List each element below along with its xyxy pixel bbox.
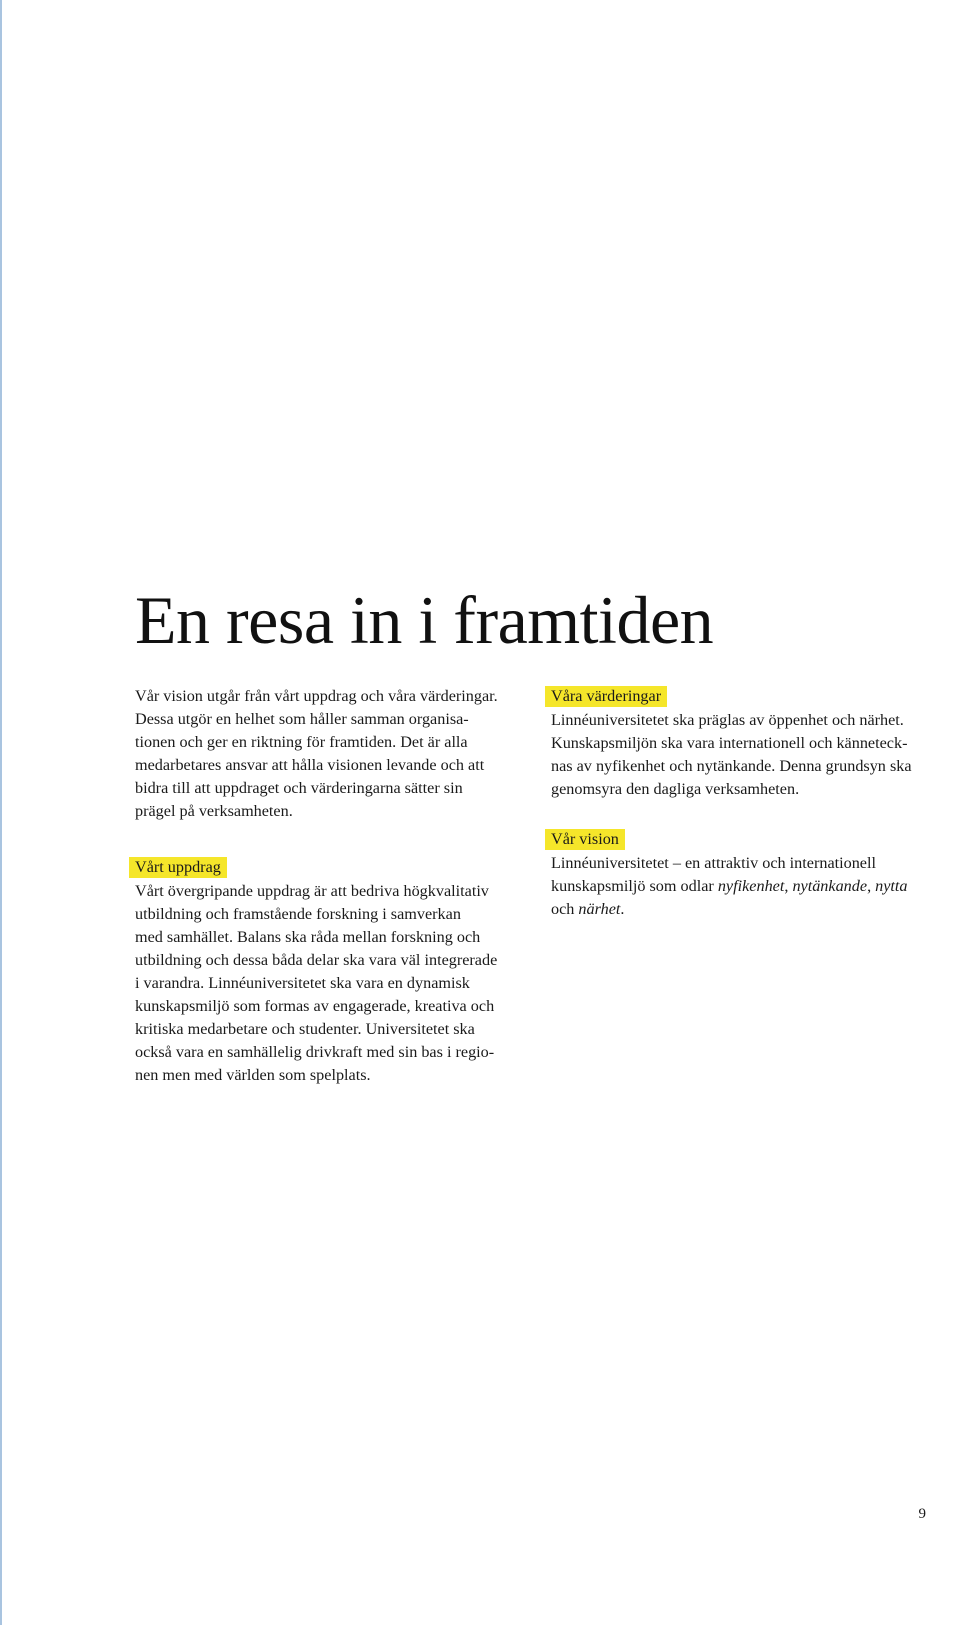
varderingar-section bbox=[551, 685, 936, 801]
varderingar-line: nas av nyfikenhet och nytänkande. Denna grundsyn ska bbox=[551, 757, 912, 775]
page-number: 9 bbox=[918, 1506, 926, 1522]
vision-section bbox=[551, 828, 936, 921]
varderingar-line: genomsyra den dagliga verksamheten. bbox=[551, 780, 800, 798]
vision-value-nytankande: nytänkande bbox=[792, 877, 868, 895]
uppdrag-heading: Vårt uppdrag bbox=[129, 857, 227, 878]
vision-value-nyfikenhet: nyfikenhet bbox=[717, 877, 785, 895]
left-column bbox=[135, 685, 515, 1087]
varderingar-line: Linnéuniversitetet ska präglas av öppenhet och närhet. bbox=[551, 711, 904, 729]
vision-line bbox=[551, 875, 936, 898]
uppdrag-line: utbildning och framstående forskning i samverkan bbox=[135, 905, 461, 923]
varderingar-line: Kunskapsmiljön ska vara internationell och känneteck- bbox=[551, 734, 908, 752]
intro-line: Vår vision utgår från vårt uppdrag och våra värderingar. bbox=[135, 687, 498, 705]
vision-separator: , bbox=[784, 877, 793, 895]
uppdrag-line: kunskapsmiljö som formas av engagerade, kreativa och bbox=[135, 997, 495, 1015]
uppdrag-line: nen men med världen som spelplats. bbox=[135, 1066, 371, 1084]
vision-separator: , bbox=[867, 877, 876, 895]
page-title: En resa in i framtiden bbox=[135, 582, 714, 658]
uppdrag-section bbox=[135, 856, 515, 1087]
vision-text: kunskapsmiljö som odlar bbox=[551, 877, 718, 895]
vision-value-narhet: närhet bbox=[578, 900, 621, 918]
uppdrag-line: Vårt övergripande uppdrag är att bedriva högkvalitativ bbox=[135, 882, 489, 900]
right-column bbox=[551, 685, 936, 921]
intro-paragraph bbox=[135, 685, 515, 823]
uppdrag-line: också vara en samhällelig drivkraft med sin bas i regio- bbox=[135, 1043, 495, 1061]
intro-line: Dessa utgör en helhet som håller samman organisa- bbox=[135, 710, 469, 728]
vision-value-nytta: nytta bbox=[875, 877, 908, 895]
page-edge-line bbox=[0, 0, 2, 1625]
intro-line: bidra till att uppdraget och värderingarna sätter sin bbox=[135, 779, 463, 797]
intro-line: medarbetares ansvar att hålla visionen levande och att bbox=[135, 756, 485, 774]
uppdrag-line: med samhället. Balans ska råda mellan forskning och bbox=[135, 928, 481, 946]
vision-line bbox=[551, 898, 936, 921]
intro-line: prägel på verksamheten. bbox=[135, 802, 293, 820]
uppdrag-line: i varandra. Linnéuniversitetet ska vara en dynamisk bbox=[135, 974, 470, 992]
vision-text: och bbox=[551, 900, 579, 918]
vision-heading: Vår vision bbox=[545, 829, 625, 850]
vision-text: . bbox=[620, 900, 625, 918]
varderingar-heading: Våra värderingar bbox=[545, 686, 667, 707]
intro-line: tionen och ger en riktning för framtiden. Det är alla bbox=[135, 733, 468, 751]
vision-line: Linnéuniversitetet – en attraktiv och internationell bbox=[551, 854, 876, 872]
uppdrag-line: utbildning och dessa båda delar ska vara väl integrerade bbox=[135, 951, 498, 969]
uppdrag-line: kritiska medarbetare och studenter. Universitetet ska bbox=[135, 1020, 475, 1038]
